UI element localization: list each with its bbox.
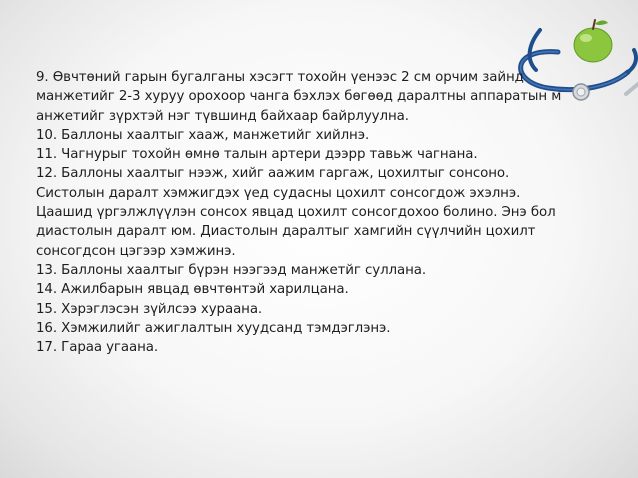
list-item: анжетийг зүрхтэй нэг түвшинд байхаар байрлуулна. xyxy=(36,108,409,124)
list-item: диастолын даралт юм. Диастолын даралтыг хамгийн сүүлчийн цохилт xyxy=(36,224,536,240)
list-item: 14. Ажилбарын явцад өвчтөнтэй харилцана. xyxy=(36,282,349,298)
list-item: 11. Чагнурыг тохойн өмнө талын артери дээрр тавьж чагнана. xyxy=(36,147,478,163)
list-item: 12. Баллоны хаалтыг нээж, хийг аажим гаргаж, цохилтыг сонсоно. xyxy=(36,166,510,182)
list-item: 9. Өвчтөний гарын бугалганы хэсэгт тохойн үенээс 2 см орчим зайнд xyxy=(36,70,524,85)
list-item: манжетийг 2-3 хуруу орохоор чанга бэхлэх бөгөөд даралтны аппаратын м xyxy=(36,89,562,105)
list-item: Систолын даралт хэмжигдэх үед судасны цохилт сонсогдож эхэлнэ. xyxy=(36,185,521,201)
list-item: 13. Баллоны хаалтыг бүрэн нээгээд манжетйг суллана. xyxy=(36,262,427,278)
list-item: 10. Баллоны хаалтыг хааж, манжетийг хийлнэ. xyxy=(36,127,370,143)
list-item: 16. Хэмжилийг ажиглалтын хуудсанд тэмдэглэнэ. xyxy=(36,320,391,336)
list-item: 17. Гараа угаана. xyxy=(36,340,158,356)
list-item: сонсогдсон цэгээр хэмжинэ. xyxy=(36,243,236,259)
list-item: Цаашид үргэлжлүүлэн сонсох явцад цохилт сонсогдохоо болино. Энэ бол xyxy=(36,205,556,221)
list-item: 15. Хэрэглэсэн зүйлсээ хураана. xyxy=(36,301,263,317)
procedure-steps-list xyxy=(36,68,636,357)
